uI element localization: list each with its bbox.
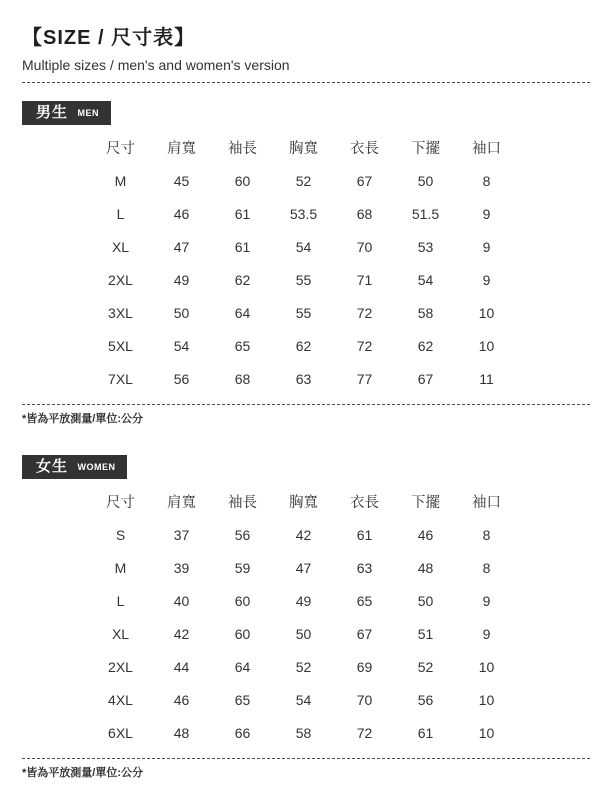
value-cell: 9	[482, 592, 491, 609]
value-cell: 67	[417, 370, 434, 387]
size-cell: 4XL	[108, 691, 133, 708]
header-row	[90, 485, 517, 518]
value-cell: 60	[234, 625, 251, 642]
value-cell: 70	[356, 691, 373, 708]
column-header-hem: 下擺	[411, 495, 440, 511]
value-cell: 63	[356, 559, 373, 576]
value-cell: 49	[173, 271, 190, 288]
header-row	[90, 131, 517, 164]
column-header-length: 衣長	[350, 141, 379, 157]
value-cell: 10	[478, 337, 495, 354]
value-cell: 42	[173, 625, 190, 642]
value-cell: 56	[234, 526, 251, 543]
men-footnote: *皆為平放測量/單位:公分	[22, 413, 143, 425]
table-row	[90, 551, 517, 584]
value-cell: 9	[482, 625, 491, 642]
value-cell: 46	[417, 526, 434, 543]
value-cell: 10	[478, 724, 495, 741]
value-cell: 65	[234, 337, 251, 354]
value-cell: 10	[478, 304, 495, 321]
value-cell: 54	[417, 271, 434, 288]
size-cell: L	[116, 205, 125, 222]
column-header-shoulder: 肩寬	[167, 141, 196, 157]
size-cell: 2XL	[108, 271, 133, 288]
value-cell: 8	[482, 559, 491, 576]
men-table-body	[90, 164, 517, 395]
value-cell: 64	[234, 658, 251, 675]
value-cell: 53.5	[289, 205, 318, 222]
value-cell: 64	[234, 304, 251, 321]
men-size-table	[90, 131, 517, 395]
value-cell: 50	[417, 172, 434, 189]
table-row	[90, 329, 517, 362]
value-cell: 59	[234, 559, 251, 576]
value-cell: 40	[173, 592, 190, 609]
table-row	[90, 164, 517, 197]
value-cell: 9	[482, 271, 491, 288]
value-cell: 11	[479, 370, 494, 387]
value-cell: 58	[295, 724, 312, 741]
size-cell: M	[114, 559, 127, 576]
value-cell: 46	[173, 205, 190, 222]
value-cell: 50	[417, 592, 434, 609]
size-cell: XL	[111, 625, 130, 642]
value-cell: 54	[295, 238, 312, 255]
value-cell: 61	[234, 205, 251, 222]
value-cell: 62	[234, 271, 251, 288]
value-cell: 65	[234, 691, 251, 708]
value-cell: 50	[173, 304, 190, 321]
value-cell: 8	[482, 526, 491, 543]
column-header-sleeve: 袖長	[228, 141, 257, 157]
value-cell: 10	[478, 691, 495, 708]
page-subtitle: Multiple sizes / men's and women's version	[22, 57, 290, 73]
value-cell: 10	[478, 658, 495, 675]
column-header-size: 尺寸	[106, 141, 135, 157]
column-header-size: 尺寸	[106, 495, 135, 511]
table-row	[90, 617, 517, 650]
value-cell: 55	[295, 304, 312, 321]
value-cell: 67	[356, 625, 373, 642]
size-cell: 5XL	[108, 337, 133, 354]
women-section	[22, 426, 590, 749]
size-cell: L	[116, 592, 125, 609]
women-table-head	[90, 485, 517, 518]
value-cell: 39	[173, 559, 190, 576]
value-cell: 62	[295, 337, 312, 354]
value-cell: 58	[417, 304, 434, 321]
value-cell: 48	[173, 724, 190, 741]
value-cell: 9	[482, 238, 491, 255]
table-row	[90, 716, 517, 749]
value-cell: 68	[356, 205, 373, 222]
table-row	[90, 518, 517, 551]
men-badge-label-zh: 男生	[36, 104, 69, 121]
value-cell: 61	[234, 238, 251, 255]
column-header-shoulder: 肩寬	[167, 495, 196, 511]
table-row	[90, 296, 517, 329]
value-cell: 45	[173, 172, 190, 189]
table-row	[90, 584, 517, 617]
table-row	[90, 263, 517, 296]
value-cell: 60	[234, 592, 251, 609]
value-cell: 67	[356, 172, 373, 189]
size-cell: 7XL	[108, 370, 133, 387]
value-cell: 60	[234, 172, 251, 189]
value-cell: 71	[356, 271, 373, 288]
table-row	[90, 650, 517, 683]
value-cell: 72	[356, 304, 373, 321]
men-badge-label-en: MEN	[77, 108, 99, 118]
value-cell: 51	[417, 625, 434, 642]
table-row	[90, 197, 517, 230]
value-cell: 46	[173, 691, 190, 708]
women-badge	[22, 455, 127, 479]
table-row	[90, 230, 517, 263]
table-row	[90, 362, 517, 395]
value-cell: 52	[295, 658, 312, 675]
value-cell: 47	[295, 559, 312, 576]
men-badge	[22, 101, 111, 125]
size-cell: 6XL	[108, 724, 133, 741]
divider	[22, 758, 590, 759]
value-cell: 65	[356, 592, 373, 609]
value-cell: 72	[356, 337, 373, 354]
women-table-body	[90, 518, 517, 749]
value-cell: 61	[417, 724, 434, 741]
column-header-chest: 胸寬	[289, 495, 318, 511]
value-cell: 61	[356, 526, 373, 543]
value-cell: 51.5	[411, 205, 440, 222]
value-cell: 9	[482, 205, 491, 222]
value-cell: 37	[173, 526, 190, 543]
value-cell: 70	[356, 238, 373, 255]
column-header-cuff: 袖口	[472, 495, 501, 511]
page-title: 【SIZE / 尺寸表】	[22, 27, 196, 49]
size-cell: 3XL	[108, 304, 133, 321]
table-row	[90, 683, 517, 716]
value-cell: 56	[173, 370, 190, 387]
women-badge-label-zh: 女生	[36, 458, 69, 475]
value-cell: 8	[482, 172, 491, 189]
value-cell: 77	[356, 370, 373, 387]
men-section	[22, 83, 590, 395]
size-cell: XL	[111, 238, 130, 255]
value-cell: 52	[295, 172, 312, 189]
value-cell: 54	[173, 337, 190, 354]
value-cell: 68	[234, 370, 251, 387]
size-cell: S	[115, 526, 126, 543]
value-cell: 54	[295, 691, 312, 708]
value-cell: 62	[417, 337, 434, 354]
value-cell: 55	[295, 271, 312, 288]
divider	[22, 404, 590, 405]
value-cell: 49	[295, 592, 312, 609]
women-size-table	[90, 485, 517, 749]
women-footnote: *皆為平放測量/單位:公分	[22, 767, 143, 779]
men-table-head	[90, 131, 517, 164]
value-cell: 53	[417, 238, 434, 255]
size-cell: M	[114, 172, 127, 189]
size-cell: 2XL	[108, 658, 133, 675]
women-badge-label-en: WOMEN	[77, 462, 116, 472]
value-cell: 56	[417, 691, 434, 708]
value-cell: 47	[173, 238, 190, 255]
value-cell: 50	[295, 625, 312, 642]
value-cell: 72	[356, 724, 373, 741]
value-cell: 52	[417, 658, 434, 675]
value-cell: 42	[295, 526, 312, 543]
value-cell: 48	[417, 559, 434, 576]
value-cell: 44	[173, 658, 190, 675]
value-cell: 63	[295, 370, 312, 387]
column-header-chest: 胸寬	[289, 141, 318, 157]
column-header-cuff: 袖口	[472, 141, 501, 157]
value-cell: 69	[356, 658, 373, 675]
column-header-sleeve: 袖長	[228, 495, 257, 511]
column-header-length: 衣長	[350, 495, 379, 511]
column-header-hem: 下擺	[411, 141, 440, 157]
value-cell: 66	[234, 724, 251, 741]
